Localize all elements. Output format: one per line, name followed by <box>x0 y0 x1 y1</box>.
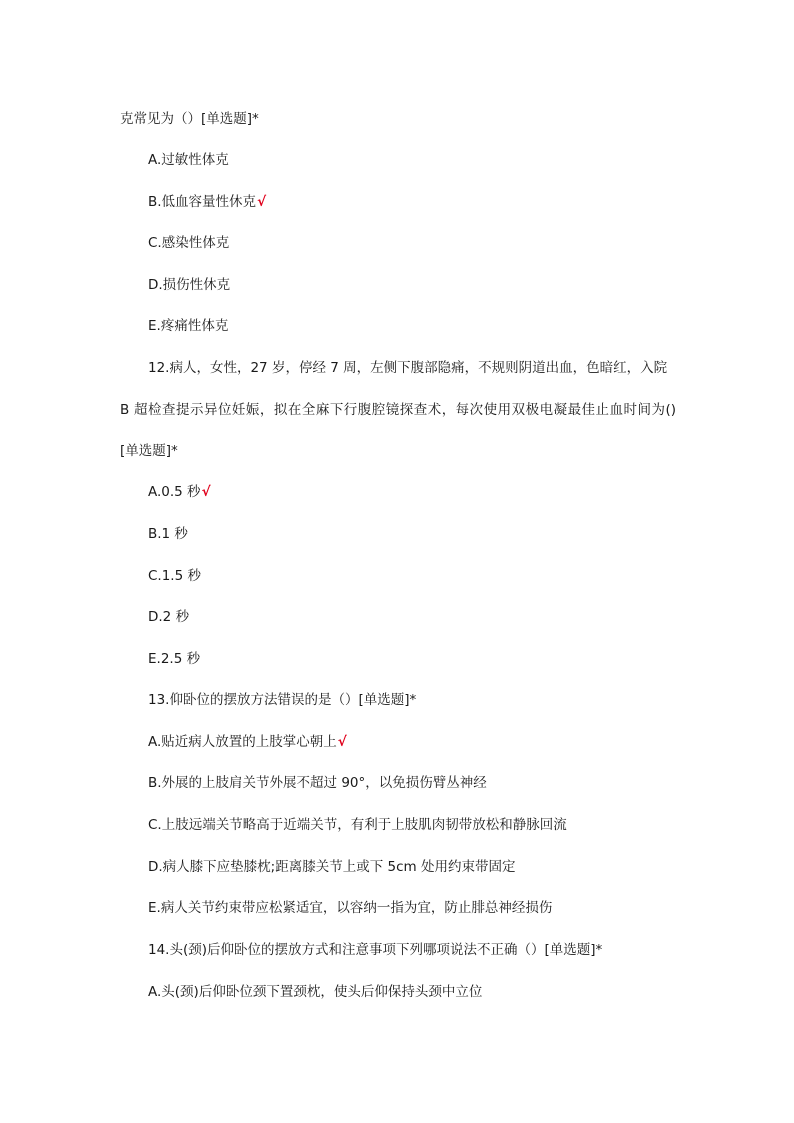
q13-option-e[interactable] <box>148 899 552 917</box>
option-text: D.损伤性休克 <box>148 277 231 293</box>
option-text: D.2 秒 <box>148 609 190 625</box>
q11-option-c[interactable] <box>148 234 229 252</box>
q11-option-e[interactable] <box>148 317 228 335</box>
option-text: B.低血容量性休克 <box>148 194 257 210</box>
option-text: A.0.5 秒 <box>148 484 201 500</box>
q12-option-d[interactable] <box>148 608 189 626</box>
q11-option-b[interactable] <box>148 193 266 211</box>
q12-stem-line2: B 超检查提示异位妊娠，拟在全麻下行腹腔镜探查术，每次使用双极电凝最佳止血时间为() <box>120 402 676 418</box>
check-mark-icon: √ <box>201 484 211 500</box>
q13-stem: 13.仰卧位的摆放方法错误的是（）[单选题]* <box>148 692 417 708</box>
option-text: B.1 秒 <box>148 526 188 542</box>
q11-stem-tail: 克常见为（）[单选题]* <box>120 111 259 127</box>
q12-option-a[interactable] <box>148 483 211 501</box>
q12-option-b[interactable] <box>148 525 188 543</box>
option-text: C.1.5 秒 <box>148 568 201 584</box>
q14-option-a[interactable] <box>148 983 482 1001</box>
q14-stem: 14.头(颈)后仰卧位的摆放方式和注意事项下列哪项说法不正确（）[单选题]* <box>148 942 603 958</box>
q13-option-c[interactable] <box>148 816 567 834</box>
q12-option-c[interactable] <box>148 567 201 585</box>
q12-stem-line3: [单选题]* <box>120 443 178 459</box>
option-text: A.贴近病人放置的上肢掌心朝上 <box>148 734 337 750</box>
option-text: E.病人关节约束带应松紧适宜，以容纳一指为宜，防止腓总神经损伤 <box>148 900 553 916</box>
option-text: A.过敏性体克 <box>148 152 229 168</box>
option-text: A.头(颈)后仰卧位颈下置颈枕，使头后仰保持头颈中立位 <box>148 984 483 1000</box>
q11-option-a[interactable] <box>148 151 229 169</box>
option-text: C.上肢远端关节略高于近端关节，有利于上肢肌肉韧带放松和静脉回流 <box>148 817 567 833</box>
option-text: E.2.5 秒 <box>148 651 201 667</box>
option-text: B.外展的上肢肩关节外展不超过 90°，以免损伤臂丛神经 <box>148 775 487 791</box>
q12-option-e[interactable] <box>148 650 200 668</box>
q12-stem-line1: 12.病人，女性，27 岁，停经 7 周，左侧下腹部隐痛，不规则阴道出血，色暗红，入院 <box>148 360 668 376</box>
q13-option-d[interactable] <box>148 858 515 876</box>
option-text: C.感染性体克 <box>148 235 230 251</box>
q13-option-a[interactable] <box>148 733 347 751</box>
check-mark-icon: √ <box>337 734 347 750</box>
option-text: D.病人膝下应垫膝枕;距离膝关节上或下 5cm 处用约束带固定 <box>148 859 516 875</box>
option-text: E.疼痛性体克 <box>148 318 229 334</box>
q13-option-b[interactable] <box>148 774 487 792</box>
check-mark-icon: √ <box>257 194 267 210</box>
q11-option-d[interactable] <box>148 276 230 294</box>
